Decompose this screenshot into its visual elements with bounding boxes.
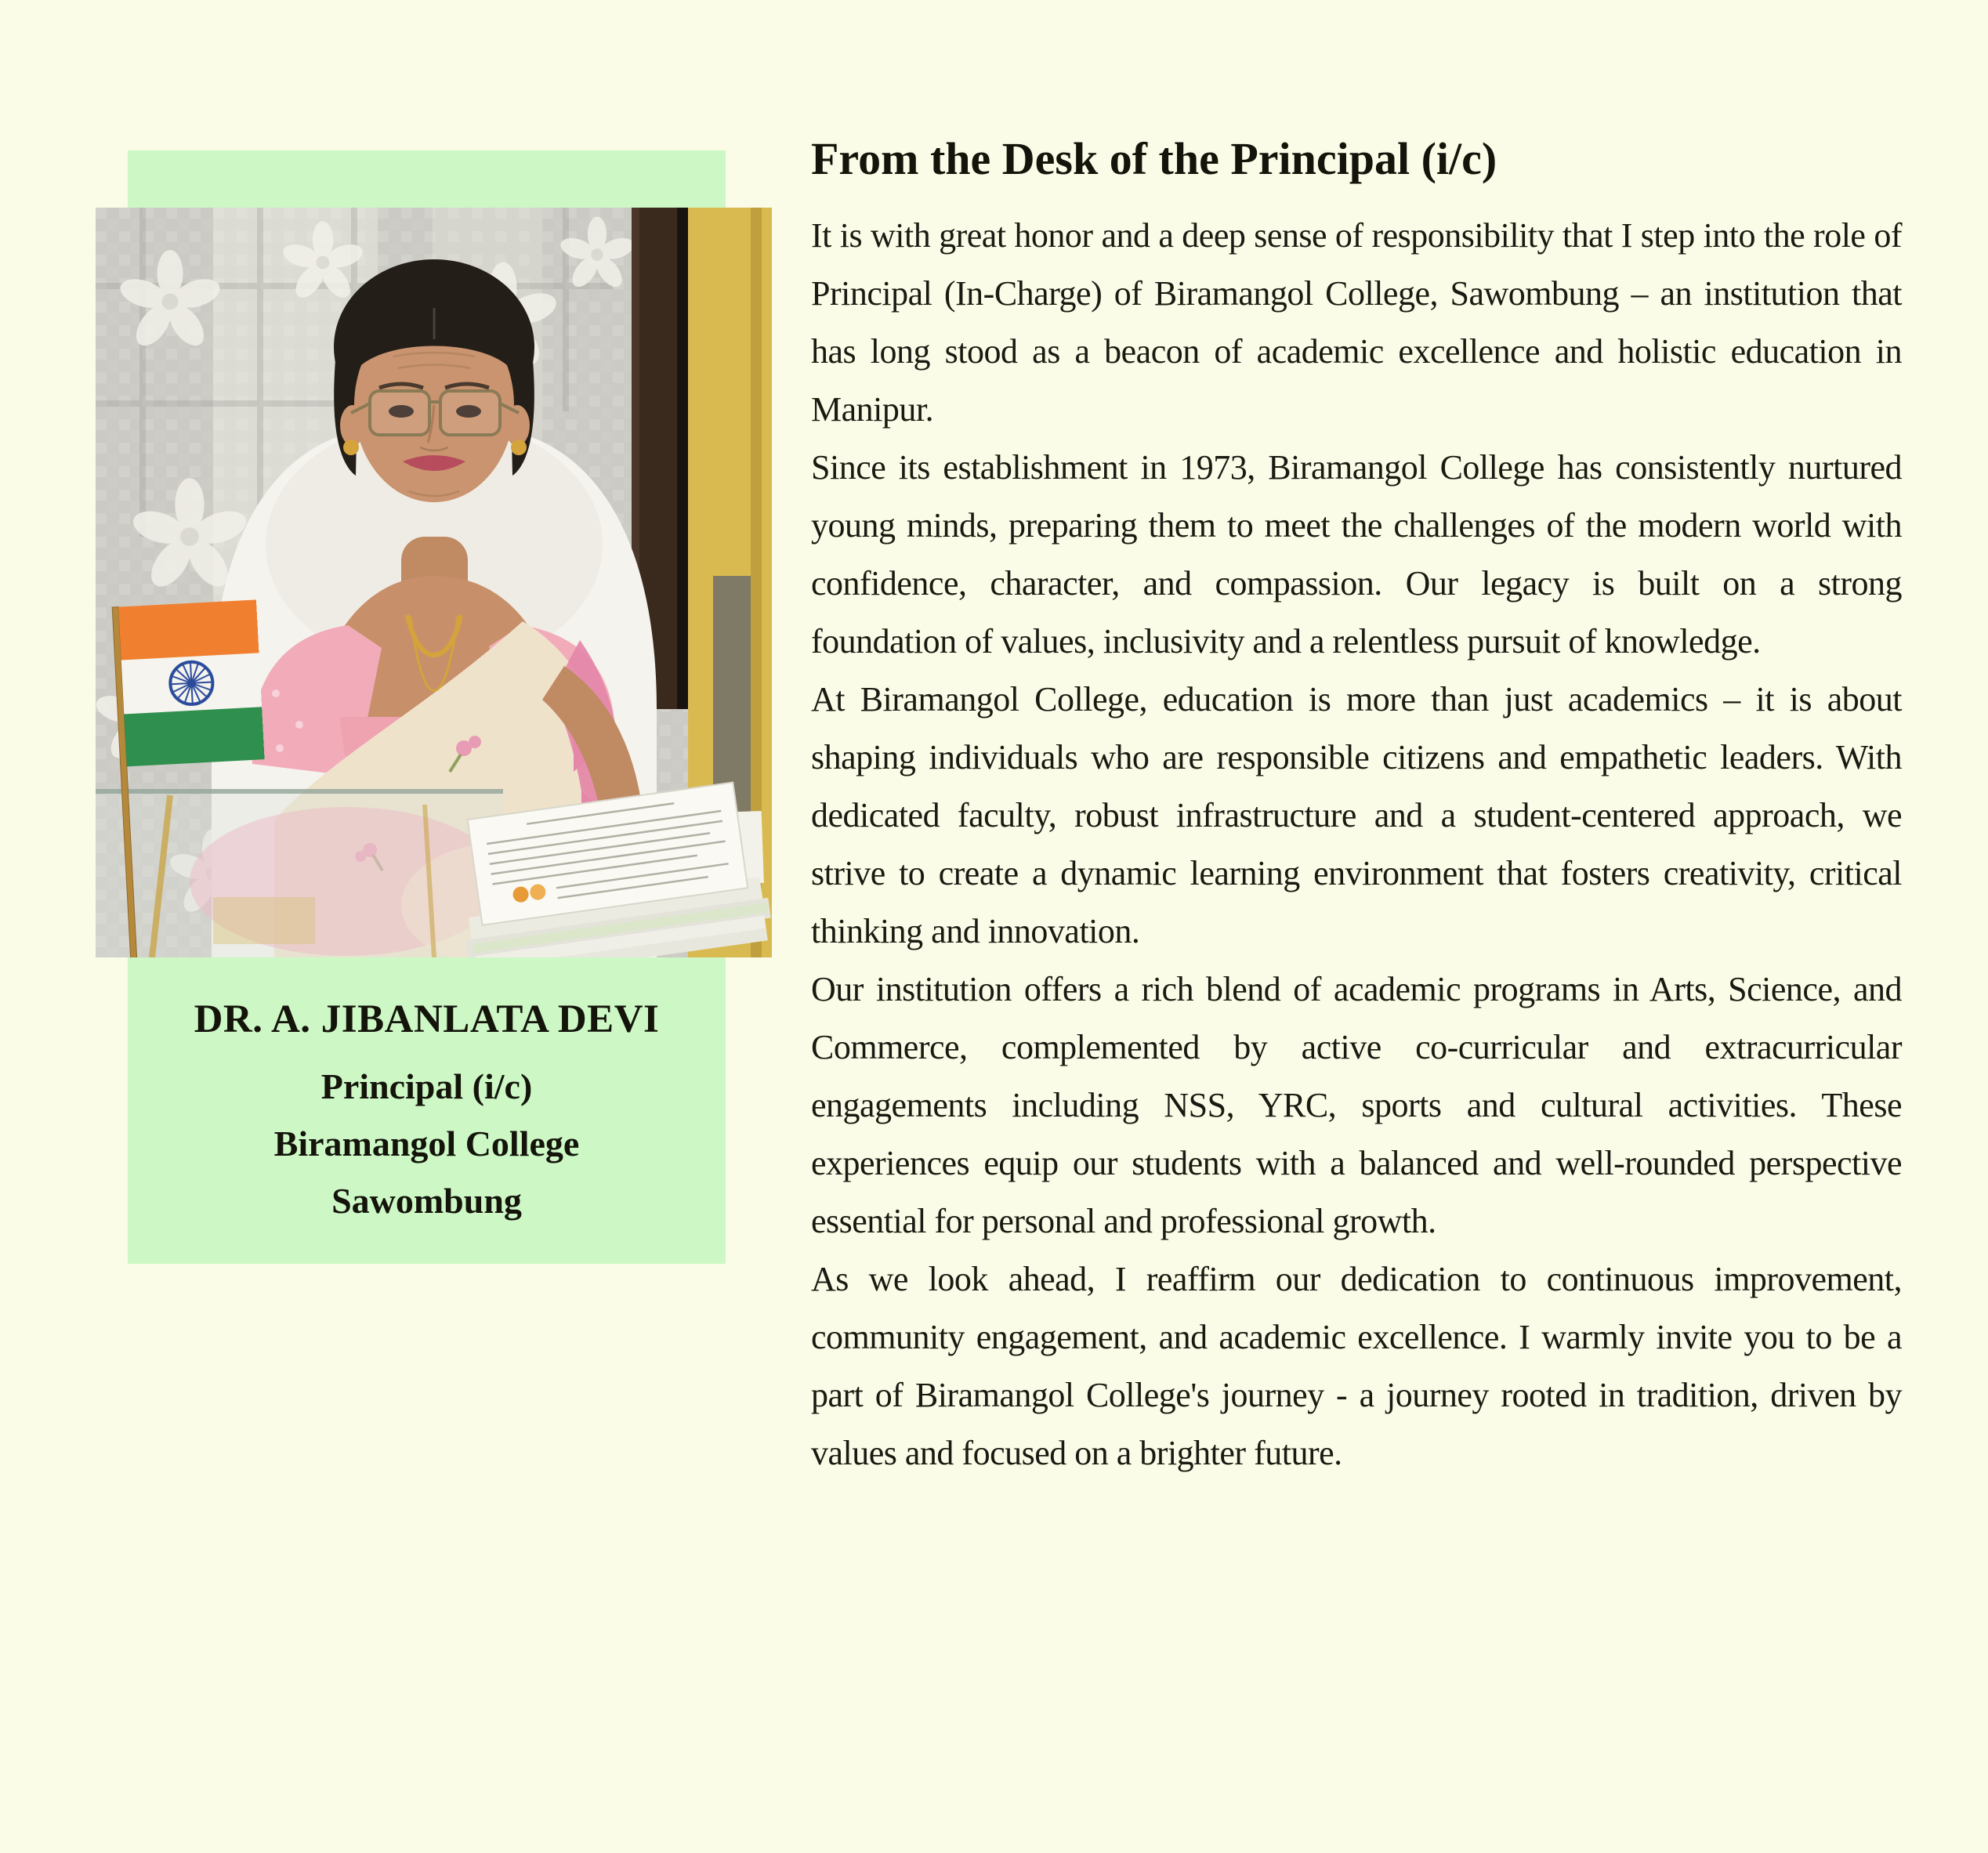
earring: [343, 440, 359, 455]
earring: [511, 440, 527, 455]
message-paragraph: At Biramangol College, education is more than just academics – it is about shaping individuals who are responsible citizens and empathetic leaders. With dedicated faculty, robust infrastructure and a student-centered approach, we strive to create a dynamic learning environment that fosters creativity, critical thinking and innovation.: [811, 680, 1902, 950]
principal-photo-illustration: [96, 208, 772, 957]
page-title: From the Desk of the Principal (i/c): [811, 133, 1497, 184]
principal-message: [811, 132, 1902, 1482]
photo-caption: [128, 993, 726, 1229]
principal-title: Principal (i/c): [320, 1066, 533, 1106]
principal-name: DR. A. JIBANLATA DEVI: [194, 997, 660, 1041]
college-location: Sawombung: [331, 1181, 522, 1221]
message-paragraph: Since its establishment in 1973, Biramangol College has consistently nurtured young minds, preparing them to meet the challenges of the modern world with confidence, character, and compassion. Our legacy is built on a strong foundation of values, inclusivity and a relentless pursuit of knowledge.: [811, 448, 1902, 660]
message-paragraph: Our institution offers a rich blend of academic programs in Arts, Science, and Commerce, complemented by active co-curricular and extracurricular engagements including NSS, YRC, sports and cultural activities. These experiences equip our students with a balanced and well-rounded perspective essential for personal and professional growth.: [811, 970, 1902, 1240]
message-paragraph: As we look ahead, I reaffirm our dedication to continuous improvement, community engagement, and academic excellence. I warmly invite you to be a part of Biramangol College's journey - a journey rooted in tradition, driven by values and focused on a brighter future.: [811, 1260, 1902, 1472]
principal-photo: [96, 208, 772, 957]
message-paragraph: It is with great honor and a deep sense of responsibility that I step into the role of Principal (In-Charge) of Biramangol College, Sawombung – an institution that has long stood as a beacon of academic excellence and holistic education in Manipur.: [811, 216, 1902, 429]
college-name: Biramangol College: [273, 1124, 580, 1164]
